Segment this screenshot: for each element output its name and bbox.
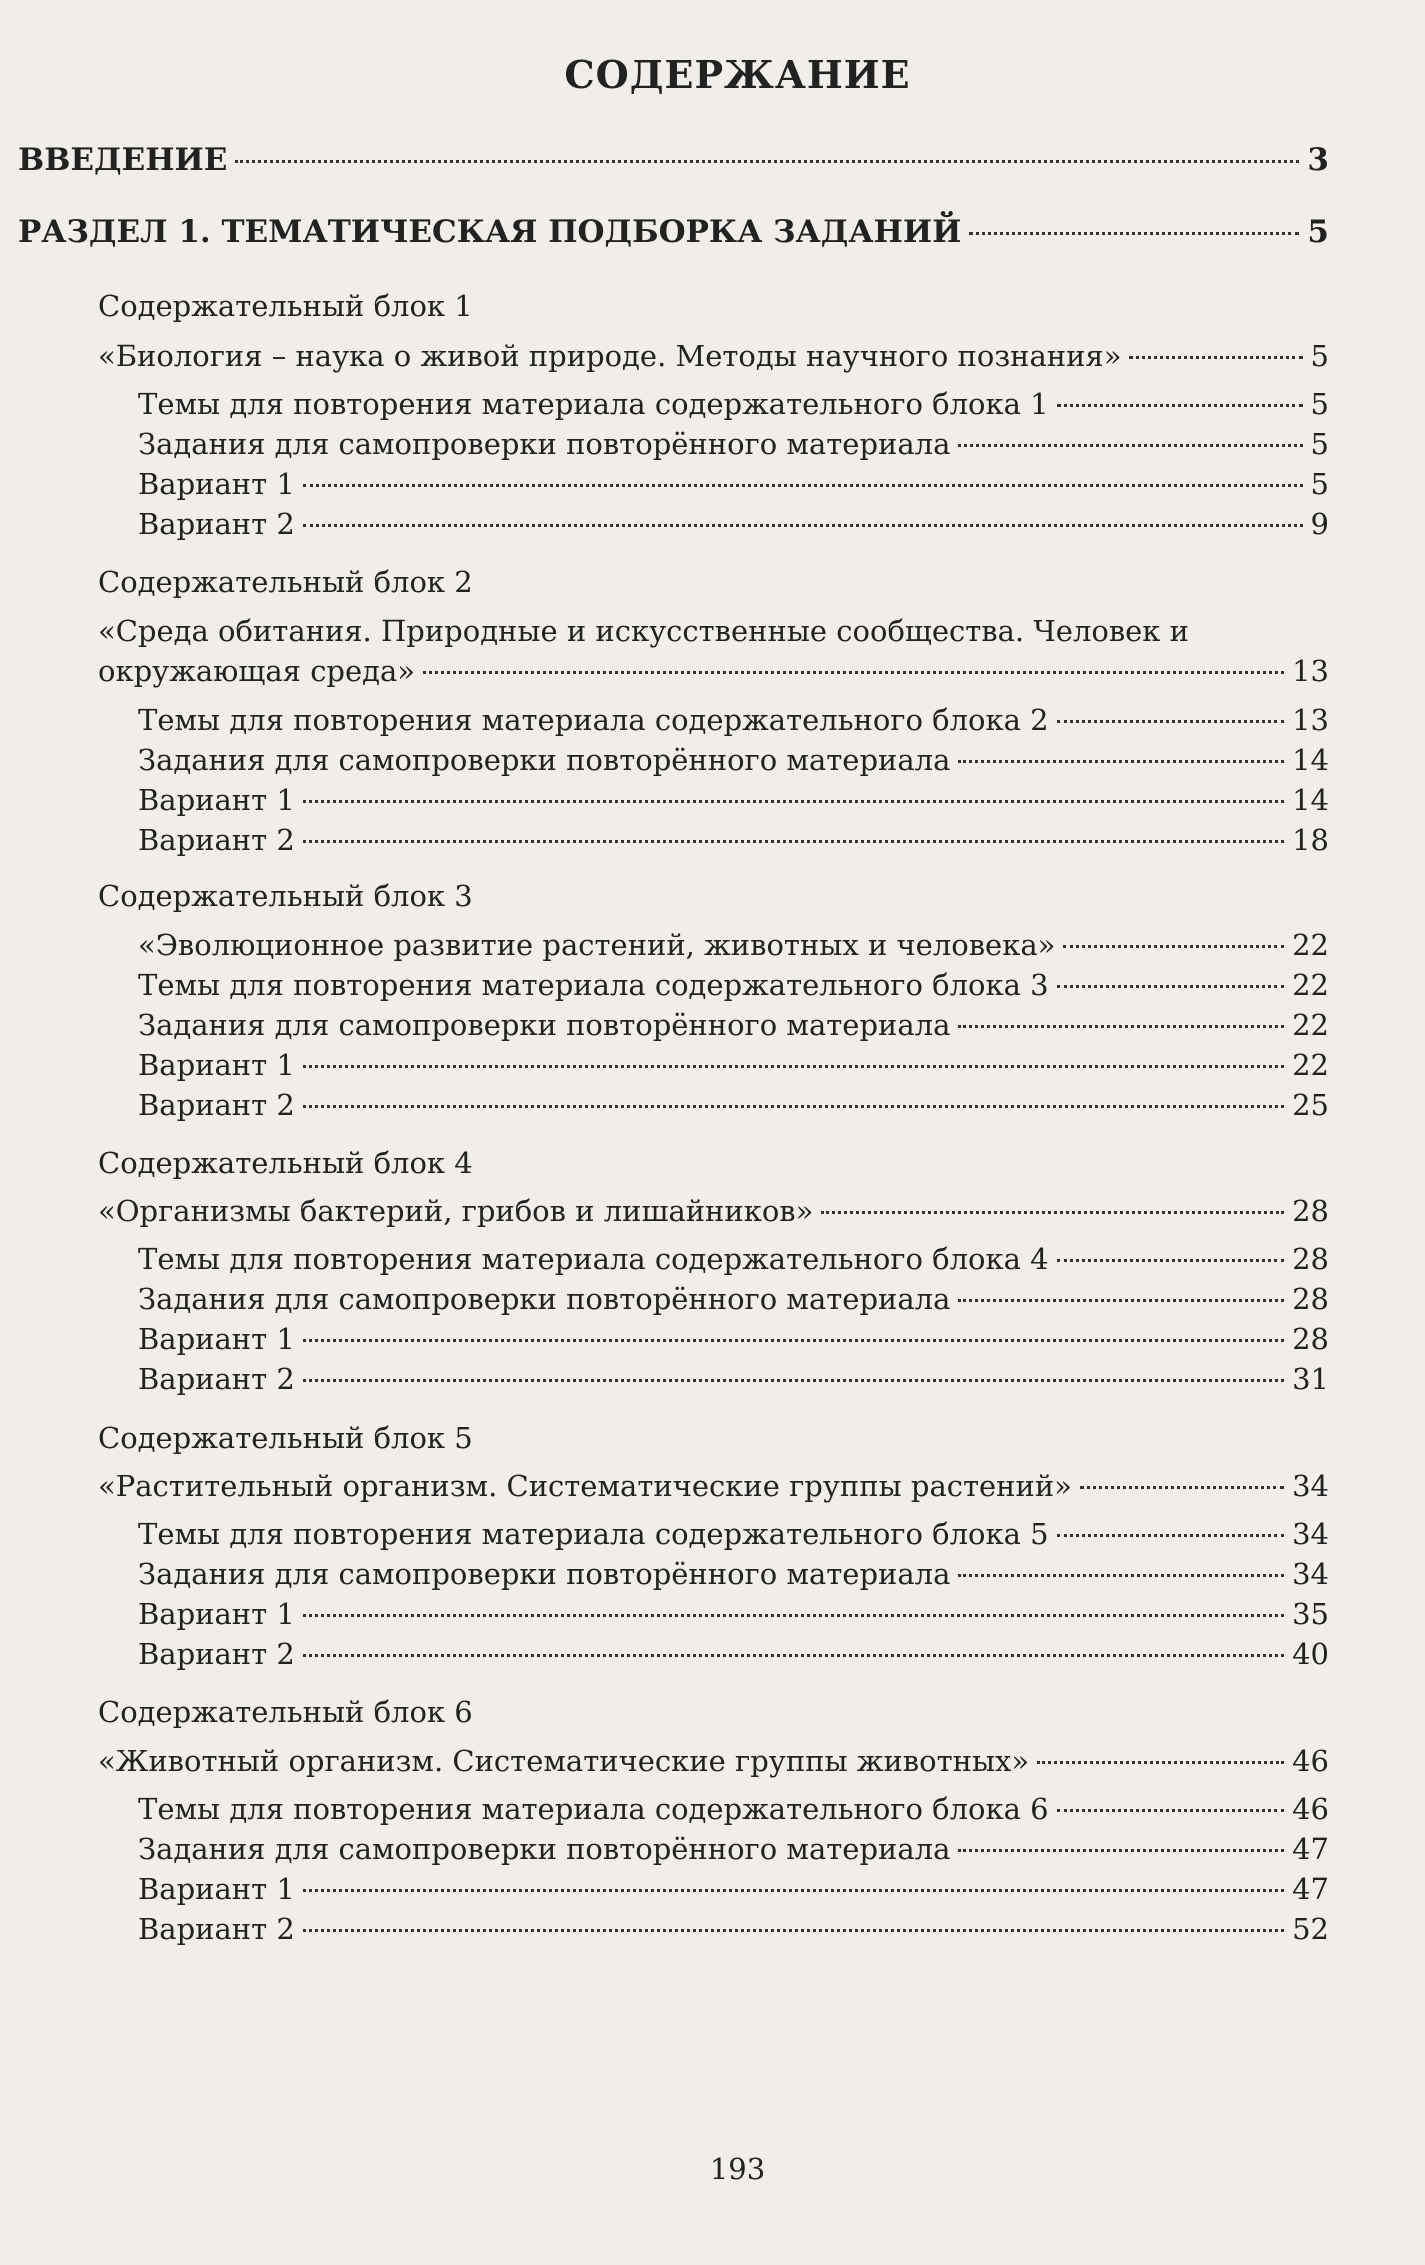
toc-entry-page: 5	[1310, 339, 1329, 373]
toc-entry-title: Вариант 1	[138, 1597, 295, 1631]
page-number: 193	[709, 2152, 766, 2186]
dot-leader	[303, 1614, 1284, 1617]
toc-entry[interactable]	[138, 1594, 1329, 1634]
toc-entry-page: 5	[1310, 427, 1329, 461]
toc-entry-page: 5	[1307, 214, 1329, 250]
toc-entry-title: окружающая среда»	[98, 654, 416, 688]
toc-entry-block[interactable]	[98, 1191, 1329, 1231]
dot-leader	[958, 1025, 1284, 1028]
dot-leader	[303, 1929, 1284, 1932]
toc-entry[interactable]	[138, 1789, 1329, 1829]
toc-entry-title: «Эволюционное развитие растений, животных и человека»	[138, 928, 1056, 962]
toc-entry-introduction[interactable]	[18, 140, 1329, 180]
block-heading: Содержательный блок 3	[98, 879, 473, 913]
toc-entry-title: Темы для повторения материала содержательного блока 1	[138, 387, 1049, 421]
toc-entry[interactable]	[138, 780, 1329, 820]
toc-entry[interactable]	[138, 384, 1329, 424]
toc-entry-page: 13	[1292, 703, 1329, 737]
toc-entry-page: 13	[1292, 654, 1329, 688]
dot-leader	[1057, 720, 1285, 723]
toc-entry[interactable]	[138, 1005, 1329, 1045]
toc-entry-page: 22	[1292, 968, 1329, 1002]
toc-entry[interactable]	[138, 1554, 1329, 1594]
toc-entry-title: Вариант 1	[138, 467, 295, 501]
toc-entry-page: 34	[1292, 1469, 1329, 1503]
toc-entry[interactable]	[138, 1319, 1329, 1359]
toc-entry-page: 46	[1292, 1792, 1329, 1826]
dot-leader	[303, 1379, 1284, 1382]
block-heading: Содержательный блок 4	[98, 1146, 473, 1180]
dot-leader	[235, 160, 1299, 163]
toc-entry[interactable]	[138, 504, 1329, 544]
toc-entry[interactable]	[138, 1239, 1329, 1279]
toc-entry-page: 31	[1292, 1362, 1329, 1396]
dot-leader	[958, 1574, 1284, 1577]
toc-entry-block[interactable]	[98, 336, 1329, 376]
dot-leader	[303, 1889, 1284, 1892]
toc-entry-page: 5	[1310, 467, 1329, 501]
toc-entry-title: Темы для повторения материала содержательного блока 3	[138, 968, 1049, 1002]
dot-leader	[1057, 1259, 1285, 1262]
dot-leader	[1057, 1809, 1285, 1812]
toc-entry-page: 25	[1292, 1088, 1329, 1122]
toc-entry-title: Задания для самопроверки повторённого материала	[138, 743, 951, 777]
toc-entry[interactable]	[138, 1359, 1329, 1399]
toc-entry-page: 22	[1292, 928, 1329, 962]
toc-entry-page: 28	[1292, 1322, 1329, 1356]
dot-leader	[303, 484, 1303, 487]
dot-leader	[1037, 1761, 1284, 1764]
dot-leader	[821, 1211, 1284, 1214]
toc-entry[interactable]	[138, 1045, 1329, 1085]
toc-entry-page: 22	[1292, 1048, 1329, 1082]
toc-entry-title: Задания для самопроверки повторённого материала	[138, 427, 951, 461]
toc-entry-title: «Животный организм. Систематические группы животных»	[98, 1744, 1030, 1778]
toc-entry-title: Вариант 1	[138, 783, 295, 817]
toc-entry-page: 46	[1292, 1744, 1329, 1778]
block-heading: Содержательный блок 6	[98, 1695, 473, 1729]
toc-entry[interactable]	[138, 1869, 1329, 1909]
toc-entry-section-1[interactable]	[18, 212, 1329, 252]
toc-entry-title: Темы для повторения материала содержательного блока 5	[138, 1517, 1049, 1551]
dot-leader	[958, 1299, 1284, 1302]
toc-entry-page: 5	[1310, 387, 1329, 421]
toc-entry-page: 28	[1292, 1242, 1329, 1276]
toc-entry-page: 40	[1292, 1637, 1329, 1671]
toc-entry-page: 14	[1292, 783, 1329, 817]
toc-entry-title: Темы для повторения материала содержательного блока 4	[138, 1242, 1049, 1276]
block-heading: Содержательный блок 1	[98, 289, 473, 323]
toc-entry-title: РАЗДЕЛ 1. ТЕМАТИЧЕСКАЯ ПОДБОРКА ЗАДАНИЙ	[18, 214, 962, 250]
dot-leader	[303, 1065, 1284, 1068]
block-heading: Содержательный блок 5	[98, 1421, 473, 1455]
toc-entry-title: Вариант 1	[138, 1048, 295, 1082]
dot-leader	[303, 800, 1284, 803]
page-title: СОДЕРЖАНИЕ	[564, 52, 911, 97]
toc-entry-page: 18	[1292, 823, 1329, 857]
toc-entry-page: 34	[1292, 1557, 1329, 1591]
dot-leader	[303, 524, 1303, 527]
toc-entry-page: 34	[1292, 1517, 1329, 1551]
toc-entry-title: ВВЕДЕНИЕ	[18, 142, 228, 178]
toc-entry-title: Вариант 2	[138, 1088, 295, 1122]
toc-entry-title: «Растительный организм. Систематические группы растений»	[98, 1469, 1072, 1503]
dot-leader	[423, 671, 1284, 674]
toc-entry-block[interactable]	[138, 925, 1329, 965]
toc-entry[interactable]	[138, 740, 1329, 780]
toc-entry-page: 47	[1292, 1832, 1329, 1866]
toc-entry[interactable]	[138, 1829, 1329, 1869]
toc-entry[interactable]	[138, 424, 1329, 464]
toc-entry[interactable]	[138, 1634, 1329, 1674]
toc-entry[interactable]	[138, 1279, 1329, 1319]
toc-entry-title: Вариант 2	[138, 1637, 295, 1671]
block-heading: Содержательный блок 2	[98, 565, 473, 599]
dot-leader	[1057, 1534, 1285, 1537]
toc-entry-page: 22	[1292, 1008, 1329, 1042]
toc-entry-title: Вариант 2	[138, 1912, 295, 1946]
toc-entry-title: Задания для самопроверки повторённого материала	[138, 1282, 951, 1316]
toc-entry-block[interactable]	[98, 651, 1329, 691]
toc-entry-title: Задания для самопроверки повторённого материала	[138, 1557, 951, 1591]
toc-entry-title: Задания для самопроверки повторённого материала	[138, 1832, 951, 1866]
toc-entry-title: Вариант 2	[138, 507, 295, 541]
dot-leader	[303, 1654, 1284, 1657]
toc-entry[interactable]	[138, 965, 1329, 1005]
toc-entry[interactable]	[138, 700, 1329, 740]
toc-entry-title: «Организмы бактерий, грибов и лишайников»	[98, 1194, 814, 1228]
block-title-line: «Среда обитания. Природные и искусственные сообщества. Человек и	[98, 614, 1189, 648]
dot-leader	[1057, 985, 1285, 988]
dot-leader	[1057, 404, 1303, 407]
toc-entry-page: 28	[1292, 1194, 1329, 1228]
toc-entry[interactable]	[138, 1909, 1329, 1949]
toc-entry-page: 9	[1310, 507, 1329, 541]
dot-leader	[958, 444, 1302, 447]
toc-entry-title: Темы для повторения материала содержательного блока 2	[138, 703, 1049, 737]
toc-entry-page: 28	[1292, 1282, 1329, 1316]
toc-entry[interactable]	[138, 1085, 1329, 1125]
toc-entry-page: 14	[1292, 743, 1329, 777]
toc-entry-page: 35	[1292, 1597, 1329, 1631]
dot-leader	[303, 840, 1284, 843]
toc-entry-page: 3	[1307, 142, 1329, 178]
dot-leader	[958, 1849, 1284, 1852]
dot-leader	[969, 232, 1299, 235]
dot-leader	[1080, 1486, 1284, 1489]
toc-entry[interactable]	[138, 1514, 1329, 1554]
toc-entry-page: 52	[1292, 1912, 1329, 1946]
toc-entry-title: Вариант 1	[138, 1322, 295, 1356]
toc-entry-block[interactable]	[98, 1466, 1329, 1506]
dot-leader	[303, 1105, 1284, 1108]
toc-entry-title: Вариант 2	[138, 823, 295, 857]
toc-entry[interactable]	[138, 820, 1329, 860]
toc-entry[interactable]	[138, 464, 1329, 504]
toc-entry-title: Вариант 2	[138, 1362, 295, 1396]
toc-entry-title: Темы для повторения материала содержательного блока 6	[138, 1792, 1049, 1826]
dot-leader	[958, 760, 1284, 763]
toc-entry-page: 47	[1292, 1872, 1329, 1906]
toc-entry-title: «Биология – наука о живой природе. Методы научного познания»	[98, 339, 1122, 373]
toc-entry-block[interactable]	[98, 1741, 1329, 1781]
dot-leader	[303, 1339, 1284, 1342]
dot-leader	[1129, 356, 1302, 359]
dot-leader	[1063, 945, 1284, 948]
toc-entry-title: Задания для самопроверки повторённого материала	[138, 1008, 951, 1042]
toc-entry-title: Вариант 1	[138, 1872, 295, 1906]
